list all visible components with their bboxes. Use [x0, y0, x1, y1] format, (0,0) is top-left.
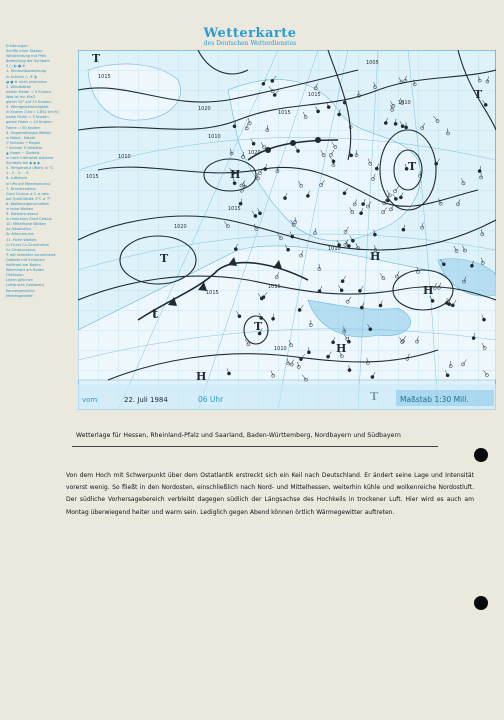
legend-line: in Knoten (1kn= 1,852 km/h) [6, 110, 59, 115]
legend-line: 9. Wasserzustand [6, 212, 38, 217]
isobar-value: 1015 [86, 174, 99, 180]
low-pressure-label: T [254, 320, 263, 333]
isobar-value: 1015 [308, 92, 321, 98]
isobar-value: 1020 [248, 150, 261, 156]
legend-line: gleich 10° auf 15 Knoten [6, 100, 51, 105]
legend-line: 1. Himmelsbedeckung [6, 69, 47, 74]
weather-map [78, 50, 496, 410]
low-pressure-label: T [92, 52, 101, 65]
legend-line: Windrichtung mit Pfeil [6, 54, 46, 59]
station-marker [234, 248, 237, 251]
legend-line: Grad Celsius ≥ 2 ≥ rate [6, 191, 49, 196]
legend-line: Ci Cirrus Cs Cirrostratus [6, 242, 49, 247]
legend-line: 1 - 2 - 3 · · 4 · [6, 171, 31, 176]
legend-line: Fahne = 50 Knoten [6, 125, 41, 130]
legend-line: Bedeutung der Symbole [6, 59, 50, 64]
legend-line: Was ist ein Kfz/2 [6, 94, 36, 99]
heading-rule [72, 446, 438, 447]
high-pressure-label: H [196, 370, 207, 383]
isobar-value: 1010 [328, 246, 341, 252]
legend-line: bei Quell-Wolke 1°C ≥ 7° [6, 196, 51, 201]
map-legend [6, 44, 74, 404]
isobar-value: 1010 [398, 100, 411, 106]
legend-line: ▽ Schauer • Regen [6, 140, 41, 145]
station-marker [375, 167, 378, 170]
legend-line: Kaltfront am Boden [6, 263, 41, 268]
isobar-value: 1015 [98, 74, 111, 80]
legend-line: Linien gleichen [6, 278, 34, 283]
high-pressure-label: H [370, 250, 381, 263]
legend-line: 6. Luftdruck [6, 176, 28, 181]
map-title-block [150, 26, 350, 47]
legend-line: As Altostratus [6, 227, 32, 232]
punch-hole-bottom [474, 596, 488, 610]
isobar-value: 1015 [228, 206, 241, 212]
legend-line: ⊼ mit schneller zunehmend [6, 252, 56, 257]
isobar-value: 1010 [274, 346, 287, 352]
legend-line: Warmfront am Boden [6, 268, 45, 273]
map-subtitle: des Deutschen Wetterdienstes [203, 40, 297, 47]
low-pressure-label: T [474, 88, 483, 101]
legend-line: 4. Gegenwärtiges Wetter [6, 130, 51, 135]
station-marker [264, 168, 267, 171]
legend-line: Cc Cirrocumulus [6, 247, 36, 252]
legend-line: ≡ hohe Wolken [6, 207, 34, 211]
legend-line: ▲ Hagel ~ Glatteis [6, 150, 40, 155]
legend-line: in mehreren Grad Celsius [6, 217, 52, 222]
legend-line: 5. Temperatur (Wert) in °C [6, 166, 54, 171]
legend-line: Konvergenzlinie [6, 288, 35, 293]
high-pressure-label: H [423, 284, 434, 297]
isobar-value: 1010 [118, 154, 131, 160]
isobar-value: 1015 [278, 110, 291, 116]
legend-line: * Schnee ⊼ Gewitter [6, 145, 43, 150]
legend-line: ◕ ● ⊗ nicht erkennbar [6, 79, 48, 84]
legend-line: Meeresgebiete [6, 293, 33, 298]
legend-line: Schiffe einer Station [6, 49, 43, 54]
legend-line: Luftdrucks (Isobaren) [6, 283, 45, 288]
legend-line: Erklärungen [6, 44, 28, 48]
legend-line: halbe Feder = 5 Knoten [6, 115, 49, 120]
legend-line: 3. Windgeschwindigkeit [6, 105, 49, 110]
legend-line: ganze Feder = 10 Knoten [6, 120, 52, 125]
forecast-region-heading: Wetterlage für Hessen, Rheinland-Pfalz und Saarland, Baden-Württemberg, Nordbayern und Südbayern [76, 432, 401, 439]
high-pressure-label: H [336, 342, 347, 355]
legend-line: 10. Mittelhohe Wolken [6, 222, 47, 227]
isobar-value: 1020 [174, 224, 187, 230]
map-scale: Maßstab 1:30 Mill. [400, 395, 469, 404]
map-time: 06 Uhr [198, 395, 224, 404]
punch-hole-top [474, 448, 488, 462]
legend-line: Gebiete mit Schauern [6, 257, 46, 262]
isobar-value: 1015 [268, 284, 281, 290]
forecast-text: Von dem Hoch mit Schwerpunkt über dem Ostatlantik erstreckt sich ein Keil nach Deutschland. Er ändert seine Lage und Intensität vorerst wenig. So fließt in den Nordosten, einschließlich nach Nord- und Mittelhessen, weiterhin kühle und wolkenreiche Nordostluft. Der südliche Vorhersagebereich verbleibt dagegen südlich der Längsachse des Hochkeils in trockener Luft. Hier wird es auch am Montag überwiegend heiter und warm sein. Lediglich gegen Abend können örtlich Wärmegewitter auftreten. [66, 472, 474, 516]
legend-line: 11. Hohe Wolken [6, 237, 37, 242]
legend-line: in Achteln ○ ◔ ◑ [6, 74, 37, 79]
station-marker [478, 170, 481, 173]
legend-line: Ac Altocumulus [6, 232, 34, 237]
legend-line: 2. Windstärke [6, 84, 31, 89]
date-prefix: vom [82, 396, 98, 404]
low-pressure-label: T [160, 252, 169, 265]
map-title: Wetterkarte [203, 26, 297, 41]
legend-line: Symbole bei ◆ ◆ ◆ [6, 161, 40, 166]
station-marker [262, 82, 265, 85]
isobar-value: 1010 [208, 134, 221, 140]
low-pressure-label: t [152, 307, 159, 322]
legend-line: halber Fieder = 5 Knoten [6, 89, 52, 94]
legend-line: Okklusion [6, 273, 24, 278]
isobar-value: 1015 [206, 290, 219, 296]
low-pressure-label: T [408, 160, 417, 173]
legend-line: ≡ Nebel , Niesel [6, 135, 35, 140]
legend-line: 7. Drucktendenz [6, 186, 36, 191]
isobar-value: 1005 [366, 60, 379, 66]
legend-line: 0 ○ ◐ ● ⊗ [6, 64, 26, 69]
high-pressure-label: H [230, 168, 241, 181]
legend-line: 8. Wolkeneigenschaften [6, 201, 49, 206]
map-date: 22. Juli 1984 [124, 396, 168, 404]
legend-line: in hPa auf Meeresniveau [6, 181, 51, 186]
legend-line: in nach Intensität stärkere [6, 156, 54, 161]
isobar-value: 1020 [198, 106, 211, 112]
